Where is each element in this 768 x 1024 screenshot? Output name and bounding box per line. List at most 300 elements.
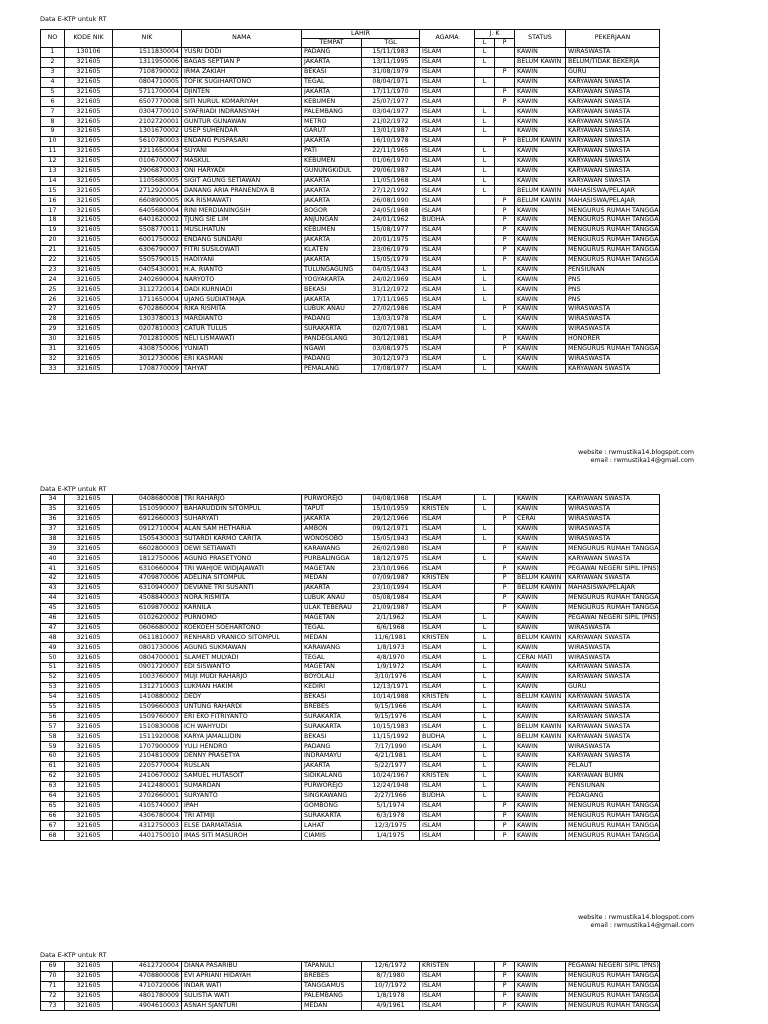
cell-tgl: 04/08/1968 — [362, 495, 420, 505]
cell-agama: ISLAM — [420, 245, 475, 255]
cell-nik: 4612720004 — [113, 962, 182, 972]
cell-no: 6 — [41, 97, 65, 107]
cell-tempat: GUNUNGKIDUL — [302, 166, 362, 176]
cell-tgl: 29/06/1987 — [362, 166, 420, 176]
cell-status: KAWIN — [515, 334, 566, 344]
ektp-table — [40, 29, 660, 374]
cell-status: KAWIN — [515, 524, 566, 534]
cell-no: 54 — [41, 692, 65, 702]
cell-status: KAWIN — [515, 554, 566, 564]
cell-p — [495, 285, 515, 295]
cell-agama: ISLAM — [420, 48, 475, 58]
table-row — [41, 235, 660, 245]
cell-p — [495, 364, 515, 374]
cell-l — [475, 584, 495, 594]
cell-agama: ISLAM — [420, 265, 475, 275]
cell-agama: ISLAM — [420, 57, 475, 67]
cell-no: 73 — [41, 1001, 65, 1011]
cell-pekerjaan: MENGURUS RUMAH TANGGA — [566, 821, 660, 831]
cell-no: 1 — [41, 48, 65, 58]
cell-p: P — [495, 962, 515, 972]
cell-no: 8 — [41, 117, 65, 127]
cell-kode-nik: 321605 — [65, 981, 113, 991]
cell-nama: TRI WAHJOE WIDJAJAWATI — [182, 564, 302, 574]
cell-no: 71 — [41, 981, 65, 991]
cell-pekerjaan: WIRASWASTA — [566, 623, 660, 633]
cell-tempat: KEBUMEN — [302, 97, 362, 107]
cell-no: 29 — [41, 324, 65, 334]
cell-no: 64 — [41, 791, 65, 801]
col-lahir: LAHIR — [302, 30, 420, 39]
cell-tempat: PATI — [302, 146, 362, 156]
cell-no: 26 — [41, 295, 65, 305]
cell-p — [495, 48, 515, 58]
cell-l: L — [475, 771, 495, 781]
cell-pekerjaan: HONORER — [566, 334, 660, 344]
cell-tempat: LUBUK ANAU — [302, 305, 362, 315]
cell-status: KAWIN — [515, 801, 566, 811]
cell-tgl: 18/12/1975 — [362, 554, 420, 564]
cell-kode-nik: 321605 — [65, 584, 113, 594]
cell-nik: 1707900009 — [113, 742, 182, 752]
cell-tgl: 6/6/1968 — [362, 623, 420, 633]
cell-kode-nik: 321605 — [65, 673, 113, 683]
cell-no: 30 — [41, 334, 65, 344]
cell-tgl: 17/08/1977 — [362, 364, 420, 374]
cell-tgl: 25/07/1977 — [362, 97, 420, 107]
cell-no: 35 — [41, 504, 65, 514]
table-row — [41, 712, 660, 722]
cell-status: KAWIN — [515, 285, 566, 295]
cell-l: L — [475, 791, 495, 801]
cell-no: 42 — [41, 574, 65, 584]
cell-p: P — [495, 344, 515, 354]
cell-kode-nik: 321605 — [65, 653, 113, 663]
cell-kode-nik: 321605 — [65, 324, 113, 334]
cell-nik: 4306780004 — [113, 811, 182, 821]
cell-tempat: PADANG — [302, 315, 362, 325]
col-pekerjaan: PEKERJAAN — [566, 30, 660, 48]
cell-l — [475, 206, 495, 216]
cell-pekerjaan: MAHASISWA/PELAJAR — [566, 584, 660, 594]
cell-no: 9 — [41, 127, 65, 137]
cell-pekerjaan: WIRASWASTA — [566, 643, 660, 653]
cell-pekerjaan: PEGAWAI NEGERI SIPIL (PNS) — [566, 613, 660, 623]
cell-l — [475, 87, 495, 97]
cell-tgl: 23/10/1994 — [362, 584, 420, 594]
table-row — [41, 67, 660, 77]
cell-nama: SAMUEL HUTASOIT — [182, 771, 302, 781]
cell-tempat: LUBUK ANAU — [302, 593, 362, 603]
cell-nama: HADIYANI — [182, 255, 302, 265]
cell-agama: ISLAM — [420, 117, 475, 127]
cell-status: BELUM KAWIN — [515, 574, 566, 584]
cell-l: L — [475, 265, 495, 275]
cell-l: L — [475, 524, 495, 534]
cell-tgl: 15/11/1983 — [362, 48, 420, 58]
cell-agama: ISLAM — [420, 801, 475, 811]
cell-nama: BAGAS SEPTIAN P — [182, 57, 302, 67]
cell-l — [475, 514, 495, 524]
table-row — [41, 991, 660, 1001]
cell-kode-nik: 321605 — [65, 166, 113, 176]
cell-nik: 5508770011 — [113, 226, 182, 236]
cell-status: KAWIN — [515, 971, 566, 981]
cell-kode-nik: 321605 — [65, 663, 113, 673]
cell-status: KAWIN — [515, 67, 566, 77]
cell-pekerjaan: PEGAWAI NEGERI SIPIL (PNS) — [566, 962, 660, 972]
cell-kode-nik: 321605 — [65, 791, 113, 801]
cell-nik: 1509760007 — [113, 712, 182, 722]
cell-p: P — [495, 603, 515, 613]
cell-p: P — [495, 305, 515, 315]
table-row — [41, 811, 660, 821]
cell-kode-nik: 321605 — [65, 265, 113, 275]
cell-agama: ISLAM — [420, 1001, 475, 1011]
cell-p — [495, 265, 515, 275]
cell-tgl: 20/01/1975 — [362, 235, 420, 245]
cell-p — [495, 534, 515, 544]
cell-status: KAWIN — [515, 504, 566, 514]
cell-no: 11 — [41, 146, 65, 156]
cell-pekerjaan: KARYAWAN SWASTA — [566, 702, 660, 712]
cell-no: 57 — [41, 722, 65, 732]
cell-agama: ISLAM — [420, 186, 475, 196]
table-row — [41, 87, 660, 97]
cell-nama: KARNILA — [182, 603, 302, 613]
cell-nama: NARYOTO — [182, 275, 302, 285]
cell-p — [495, 324, 515, 334]
cell-l: L — [475, 722, 495, 732]
cell-l — [475, 593, 495, 603]
table-row — [41, 742, 660, 752]
cell-pekerjaan: GURU — [566, 67, 660, 77]
cell-kode-nik: 321605 — [65, 334, 113, 344]
cell-p: P — [495, 1001, 515, 1011]
cell-nik: 1303780013 — [113, 315, 182, 325]
cell-pekerjaan: KARYAWAN SWASTA — [566, 364, 660, 374]
cell-agama: ISLAM — [420, 603, 475, 613]
cell-tempat: GOMBONG — [302, 801, 362, 811]
cell-l: L — [475, 692, 495, 702]
cell-tgl: 5/1/1974 — [362, 801, 420, 811]
cell-status: KAWIN — [515, 146, 566, 156]
cell-l: L — [475, 613, 495, 623]
cell-pekerjaan: MENGURUS RUMAH TANGGA — [566, 206, 660, 216]
cell-agama: ISLAM — [420, 235, 475, 245]
cell-status: KAWIN — [515, 593, 566, 603]
cell-agama: ISLAM — [420, 354, 475, 364]
col-p: P — [495, 39, 515, 48]
cell-tempat: KEBUMEN — [302, 226, 362, 236]
cell-kode-nik: 321605 — [65, 524, 113, 534]
cell-no: 17 — [41, 206, 65, 216]
cell-p: P — [495, 584, 515, 594]
cell-tgl: 09/12/1971 — [362, 524, 420, 534]
cell-no: 32 — [41, 354, 65, 364]
cell-nik: 1003760007 — [113, 673, 182, 683]
cell-nama: IKA RISMAWATI — [182, 196, 302, 206]
cell-p — [495, 315, 515, 325]
cell-status: KAWIN — [515, 166, 566, 176]
cell-tempat: SURAKARTA — [302, 811, 362, 821]
cell-tempat: JAKARTA — [302, 137, 362, 147]
col-status: STATUS — [515, 30, 566, 48]
table-row — [41, 554, 660, 564]
cell-pekerjaan: KARYAWAN SWASTA — [566, 554, 660, 564]
cell-agama: KRISTEN — [420, 962, 475, 972]
cell-kode-nik: 321605 — [65, 991, 113, 1001]
cell-status: KAWIN — [515, 265, 566, 275]
cell-no: 51 — [41, 663, 65, 673]
cell-agama: ISLAM — [420, 712, 475, 722]
cell-pekerjaan: MENGURUS RUMAH TANGGA — [566, 255, 660, 265]
cell-no: 39 — [41, 544, 65, 554]
cell-p: P — [495, 991, 515, 1001]
cell-agama: ISLAM — [420, 722, 475, 732]
cell-nama: MASKUL — [182, 156, 302, 166]
cell-pekerjaan: WIRASWASTA — [566, 354, 660, 364]
table-row — [41, 603, 660, 613]
cell-tempat: BEKASI — [302, 67, 362, 77]
cell-kode-nik: 321605 — [65, 971, 113, 981]
cell-nik: 3112720014 — [113, 285, 182, 295]
cell-pekerjaan: PEGAWAI NEGERI SIPIL (PNS) — [566, 564, 660, 574]
cell-nik: 2712920004 — [113, 186, 182, 196]
cell-agama: ISLAM — [420, 653, 475, 663]
cell-agama: ISLAM — [420, 344, 475, 354]
cell-nik: 2410670002 — [113, 771, 182, 781]
cell-status: KAWIN — [515, 315, 566, 325]
cell-tgl: 6/3/1978 — [362, 811, 420, 821]
cell-p — [495, 781, 515, 791]
cell-nama: EVI APRIANI HIDAYAH — [182, 971, 302, 981]
cell-status: KAWIN — [515, 781, 566, 791]
cell-agama: ISLAM — [420, 166, 475, 176]
cell-pekerjaan: MENGURUS RUMAH TANGGA — [566, 831, 660, 841]
cell-pekerjaan: WIRASWASTA — [566, 305, 660, 315]
table-row — [41, 564, 660, 574]
cell-nama: RINI MERDIANINGSIH — [182, 206, 302, 216]
cell-no: 43 — [41, 584, 65, 594]
cell-p: P — [495, 226, 515, 236]
cell-tgl: 15/08/1977 — [362, 226, 420, 236]
cell-tgl: 26/02/1980 — [362, 544, 420, 554]
cell-nama: CATUR TULUS — [182, 324, 302, 334]
cell-l — [475, 962, 495, 972]
table-row — [41, 255, 660, 265]
cell-tgl: 07/09/1987 — [362, 574, 420, 584]
cell-kode-nik: 321605 — [65, 702, 113, 712]
cell-tempat: JAKARTA — [302, 186, 362, 196]
cell-tempat: TEGAL — [302, 653, 362, 663]
cell-no: 34 — [41, 495, 65, 505]
cell-nama: TAHYAT — [182, 364, 302, 374]
cell-tgl: 26/08/1990 — [362, 196, 420, 206]
cell-nik: 5711700004 — [113, 87, 182, 97]
cell-nik: 1511920008 — [113, 732, 182, 742]
cell-status: KAWIN — [515, 603, 566, 613]
cell-pekerjaan: WIRASWASTA — [566, 742, 660, 752]
cell-status: KAWIN — [515, 354, 566, 364]
cell-nik: 1105680005 — [113, 176, 182, 186]
cell-nik: 2906870003 — [113, 166, 182, 176]
cell-nik: 6109870002 — [113, 603, 182, 613]
cell-nik: 0606680002 — [113, 623, 182, 633]
cell-pekerjaan: MENGURUS RUMAH TANGGA — [566, 991, 660, 1001]
table-row — [41, 275, 660, 285]
cell-tempat: JAKARTA — [302, 196, 362, 206]
cell-pekerjaan: PENSIUNAN — [566, 265, 660, 275]
cell-agama: ISLAM — [420, 226, 475, 236]
cell-pekerjaan: KARYAWAN BUMN — [566, 771, 660, 781]
cell-pekerjaan: KARYAWAN SWASTA — [566, 156, 660, 166]
cell-tempat: JAKARTA — [302, 87, 362, 97]
cell-pekerjaan: MENGURUS RUMAH TANGGA — [566, 226, 660, 236]
cell-tgl: 31/08/1979 — [362, 67, 420, 77]
cell-l: L — [475, 495, 495, 505]
table-row — [41, 732, 660, 742]
cell-kode-nik: 321605 — [65, 1001, 113, 1011]
table-row — [41, 245, 660, 255]
cell-status: KAWIN — [515, 117, 566, 127]
cell-kode-nik: 321605 — [65, 67, 113, 77]
cell-p — [495, 722, 515, 732]
cell-p: P — [495, 67, 515, 77]
cell-agama: ISLAM — [420, 514, 475, 524]
cell-pekerjaan: KARYAWAN SWASTA — [566, 127, 660, 137]
cell-l — [475, 971, 495, 981]
cell-nik: 6507770008 — [113, 97, 182, 107]
table-row — [41, 495, 660, 505]
cell-pekerjaan: KARYAWAN SWASTA — [566, 97, 660, 107]
cell-status: BELUM KAWIN — [515, 186, 566, 196]
cell-kode-nik: 321605 — [65, 495, 113, 505]
cell-tempat: KARAWANG — [302, 544, 362, 554]
cell-p — [495, 663, 515, 673]
cell-pekerjaan: KARYAWAN SWASTA — [566, 663, 660, 673]
cell-nama: DEVIANE TRI SUSANTI — [182, 584, 302, 594]
cell-status: KAWIN — [515, 643, 566, 653]
cell-tempat: TEGAL — [302, 623, 362, 633]
cell-l: L — [475, 732, 495, 742]
cell-nama: YUSRI DODI — [182, 48, 302, 58]
cell-agama: ISLAM — [420, 206, 475, 216]
cell-no: 60 — [41, 752, 65, 762]
cell-agama: ISLAM — [420, 97, 475, 107]
cell-nik: 4904610003 — [113, 1001, 182, 1011]
cell-l: L — [475, 176, 495, 186]
cell-tgl: 13/01/1987 — [362, 127, 420, 137]
cell-status: KAWIN — [515, 344, 566, 354]
cell-l — [475, 305, 495, 315]
table-row — [41, 315, 660, 325]
cell-kode-nik: 321605 — [65, 613, 113, 623]
cell-nama: AGUNG PRASETYONO — [182, 554, 302, 564]
cell-no: 16 — [41, 196, 65, 206]
cell-nik: 0804710005 — [113, 77, 182, 87]
cell-l: L — [475, 663, 495, 673]
cell-tgl: 1/4/1975 — [362, 831, 420, 841]
cell-nik: 1311950006 — [113, 57, 182, 67]
table-row — [41, 524, 660, 534]
cell-p — [495, 504, 515, 514]
cell-pekerjaan: MENGURUS RUMAH TANGGA — [566, 811, 660, 821]
cell-nik: 0304770010 — [113, 107, 182, 117]
cell-no: 58 — [41, 732, 65, 742]
cell-agama: ISLAM — [420, 176, 475, 186]
cell-p: P — [495, 334, 515, 344]
cell-kode-nik: 321605 — [65, 176, 113, 186]
cell-status: KAWIN — [515, 216, 566, 226]
cell-agama: ISLAM — [420, 77, 475, 87]
cell-nik: 7108790002 — [113, 67, 182, 77]
cell-p — [495, 186, 515, 196]
table-row — [41, 971, 660, 981]
cell-tempat: BEKASI — [302, 732, 362, 742]
cell-status: KAWIN — [515, 544, 566, 554]
table-row — [41, 643, 660, 653]
cell-kode-nik: 321605 — [65, 117, 113, 127]
cell-l: L — [475, 107, 495, 117]
cell-nama: SYAFRIADI INDRANSYAH — [182, 107, 302, 117]
cell-p — [495, 791, 515, 801]
cell-no: 7 — [41, 107, 65, 117]
cell-tempat: PEMALANG — [302, 364, 362, 374]
cell-p: P — [495, 235, 515, 245]
cell-p — [495, 613, 515, 623]
cell-no: 66 — [41, 811, 65, 821]
cell-nik: 0611810007 — [113, 633, 182, 643]
col-l: L — [475, 39, 495, 48]
cell-pekerjaan: KARYAWAN SWASTA — [566, 77, 660, 87]
cell-kode-nik: 321605 — [65, 534, 113, 544]
cell-pekerjaan: GURU — [566, 682, 660, 692]
cell-agama: ISLAM — [420, 673, 475, 683]
table-row — [41, 146, 660, 156]
cell-nama: DADI KURNIADI — [182, 285, 302, 295]
cell-tgl: 8/7/1980 — [362, 971, 420, 981]
cell-kode-nik: 321605 — [65, 811, 113, 821]
col-nik: NIK — [113, 30, 182, 48]
table-row — [41, 514, 660, 524]
table-row — [41, 692, 660, 702]
cell-l: L — [475, 354, 495, 364]
cell-nik: 1511830004 — [113, 48, 182, 58]
cell-pekerjaan: WIRASWASTA — [566, 534, 660, 544]
cell-tempat: KLATEN — [302, 245, 362, 255]
cell-tempat: SINGKAWANG — [302, 791, 362, 801]
cell-agama: BUDHA — [420, 791, 475, 801]
cell-l — [475, 226, 495, 236]
cell-tempat: PALEMBANG — [302, 991, 362, 1001]
cell-nik: 6608900005 — [113, 196, 182, 206]
cell-nik: 0901720007 — [113, 663, 182, 673]
col-jk: J. K — [475, 30, 515, 39]
table-row — [41, 226, 660, 236]
cell-nik: 4508840003 — [113, 593, 182, 603]
cell-nik: 6912660003 — [113, 514, 182, 524]
cell-status: KAWIN — [515, 97, 566, 107]
cell-nik: 1510590007 — [113, 504, 182, 514]
cell-nik: 6310660004 — [113, 564, 182, 574]
table-row — [41, 186, 660, 196]
cell-kode-nik: 321605 — [65, 682, 113, 692]
table-row — [41, 653, 660, 663]
cell-p — [495, 692, 515, 702]
cell-p — [495, 117, 515, 127]
cell-l: L — [475, 702, 495, 712]
